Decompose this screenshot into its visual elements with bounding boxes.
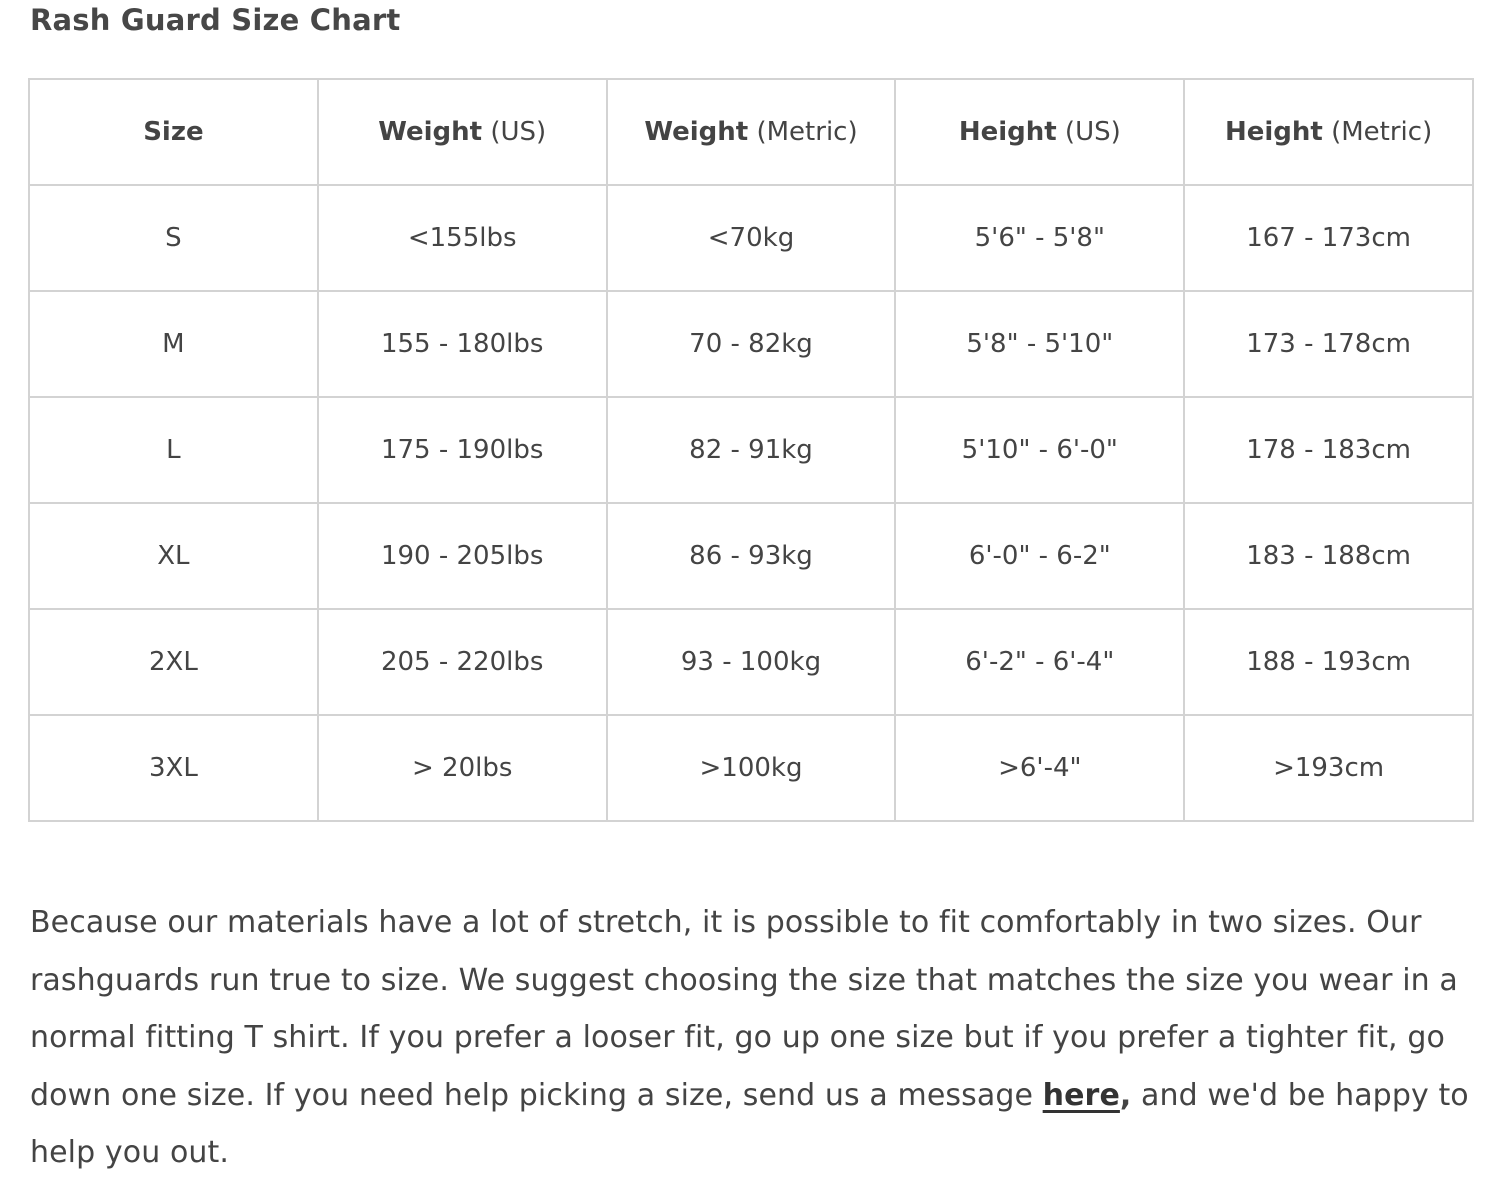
cell-weight-us: 190 - 205lbs — [318, 503, 607, 609]
header-height-us: Height (US) — [895, 79, 1184, 185]
cell-height-us: 5'8" - 5'10" — [895, 291, 1184, 397]
page-title: Rash Guard Size Chart — [30, 3, 401, 37]
table-row — [29, 397, 1473, 503]
cell-size: L — [29, 397, 318, 503]
cell-weight-us: 175 - 190lbs — [318, 397, 607, 503]
table-row — [29, 609, 1473, 715]
cell-height-metric: 178 - 183cm — [1184, 397, 1473, 503]
cell-weight-metric: 93 - 100kg — [607, 609, 896, 715]
cell-height-us: >6'-4" — [895, 715, 1184, 821]
table-row — [29, 503, 1473, 609]
cell-height-metric: >193cm — [1184, 715, 1473, 821]
header-height-metric: Height (Metric) — [1184, 79, 1473, 185]
cell-size: XL — [29, 503, 318, 609]
table-row — [29, 291, 1473, 397]
fit-note-text-end: and we'd be happy to help you out. — [30, 1077, 1469, 1170]
cell-weight-us: <155lbs — [318, 185, 607, 291]
table-row — [29, 185, 1473, 291]
cell-height-metric: 173 - 178cm — [1184, 291, 1473, 397]
cell-weight-us: 155 - 180lbs — [318, 291, 607, 397]
cell-weight-us: > 20lbs — [318, 715, 607, 821]
cell-size: S — [29, 185, 318, 291]
cell-height-metric: 183 - 188cm — [1184, 503, 1473, 609]
size-chart-table — [28, 78, 1474, 822]
cell-size: M — [29, 291, 318, 397]
cell-weight-metric: <70kg — [607, 185, 896, 291]
header-weight-metric: Weight (Metric) — [607, 79, 896, 185]
header-weight-us: Weight (US) — [318, 79, 607, 185]
cell-height-metric: 167 - 173cm — [1184, 185, 1473, 291]
cell-weight-metric: >100kg — [607, 715, 896, 821]
cell-height-us: 5'6" - 5'8" — [895, 185, 1184, 291]
cell-height-us: 5'10" - 6'-0" — [895, 397, 1184, 503]
cell-weight-metric: 70 - 82kg — [607, 291, 896, 397]
cell-height-us: 6'-0" - 6-2" — [895, 503, 1184, 609]
fit-note-comma: , — [1119, 1077, 1132, 1113]
table-header-row — [29, 79, 1473, 185]
cell-weight-metric: 82 - 91kg — [607, 397, 896, 503]
cell-height-metric: 188 - 193cm — [1184, 609, 1473, 715]
cell-size: 2XL — [29, 609, 318, 715]
cell-height-us: 6'-2" - 6'-4" — [895, 609, 1184, 715]
table-row — [29, 715, 1473, 821]
fit-note-text: Because our materials have a lot of stretch, it is possible to fit comfortably in two sizes. Our rashguards run true to size. We suggest choosing the size that matches the size you wear in a normal fitting T shirt. If you prefer a looser fit, go up one size but if you prefer a tighter fit, go down one size. If you need help picking a size, send us a message — [30, 905, 1458, 1113]
cell-weight-us: 205 - 220lbs — [318, 609, 607, 715]
fit-note-paragraph — [30, 894, 1480, 1182]
cell-size: 3XL — [29, 715, 318, 821]
cell-weight-metric: 86 - 93kg — [607, 503, 896, 609]
header-size: Size — [29, 79, 318, 185]
contact-here-link[interactable]: here — [1042, 1077, 1120, 1113]
